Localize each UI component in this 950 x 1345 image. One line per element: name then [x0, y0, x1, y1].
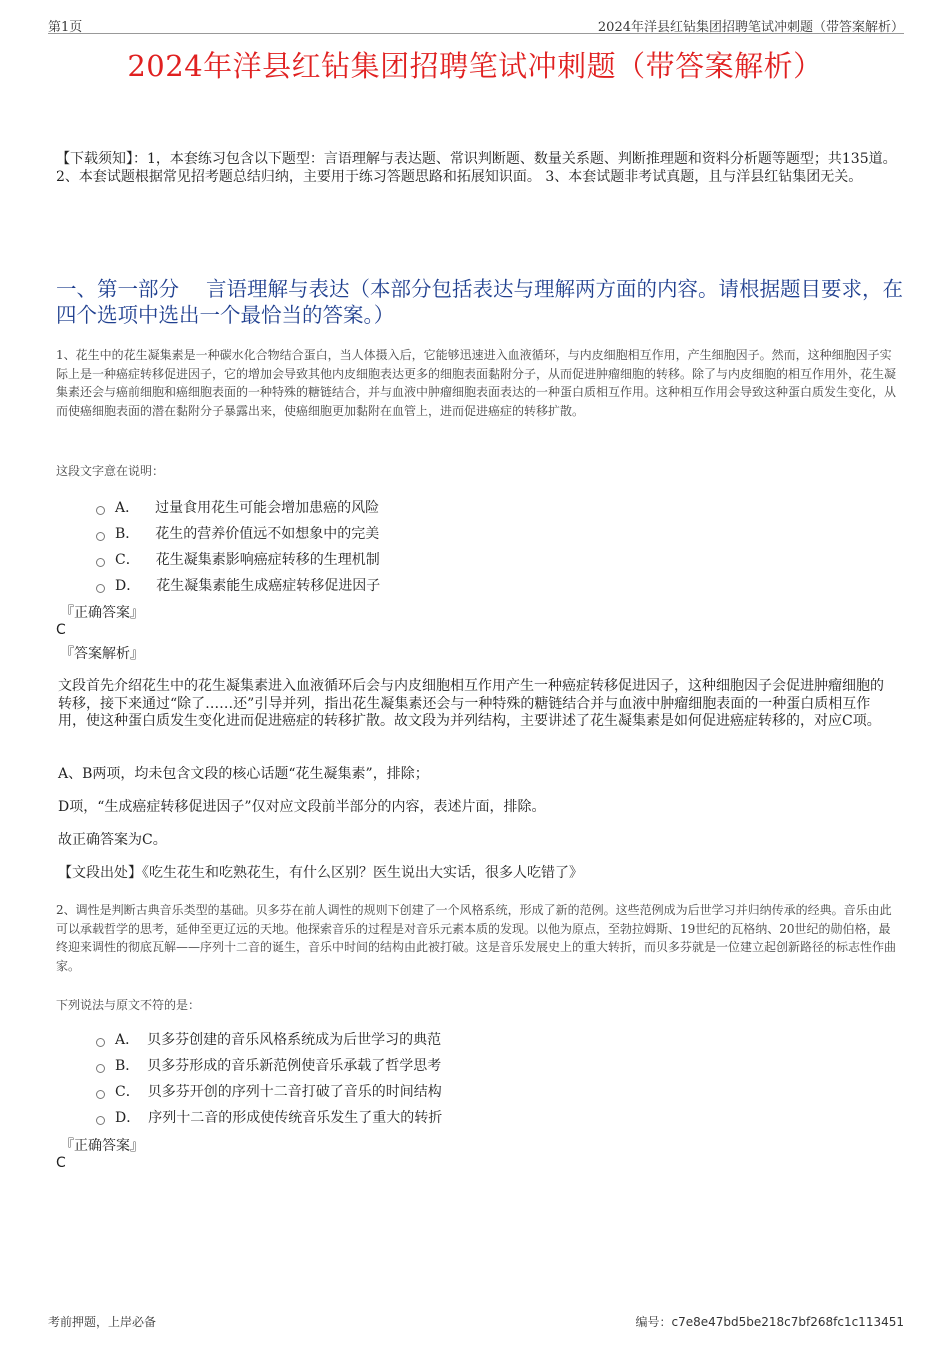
q1-source: 【文段出处】《吃生花生和吃熟花生，有什么区别？医生说出大实话，很多人吃错了》	[58, 865, 583, 881]
q2-option-d[interactable]: D． 序列十二音的形成使传统音乐发生了重大的转折	[96, 1104, 442, 1130]
radio-icon[interactable]	[96, 506, 105, 515]
radio-icon[interactable]	[96, 1090, 105, 1099]
q1-option-d[interactable]: D． 花生凝集素能生成癌症转移促进因子	[96, 572, 380, 598]
section-title: 一、第一部分 言语理解与表达（本部分包括表达与理解两方面的内容。请根据题目要求，在四个选项中选出一个最恰当的答案。）	[56, 277, 904, 327]
q1-option-a[interactable]: A． 过量食用花生可能会增加患癌的风险	[96, 494, 380, 520]
q1-analysis-ab: A、B两项，均未包含文段的核心话题“花生凝集素”，排除；	[58, 766, 429, 782]
q2-stem: 2、调性是判断古典音乐类型的基础。贝多芬在前人调性的规则下创建了一个风格系统，形成了新的范例。这些范例成为后世学习并归纳传承的经典。音乐由此可以承载哲学的思考，延伸至更辽远的天地。他探索音乐的过程是对音乐元素本质的发现。以他为原点，至勃拉姆斯、19世纪的瓦格纳、20世纪的勋伯格，最终迎来调性的彻底瓦解——序列十二音的诞生，音乐中时间的结构由此被打破。这是音乐发展史上的重大转折，而贝多芬就是一位建立起创新路径的标志性作曲家。	[56, 903, 897, 973]
q1-analysis-d: D项，“生成癌症转移促进因子”仅对应文段前半部分的内容，表述片面，排除。	[58, 799, 546, 815]
radio-icon[interactable]	[96, 1116, 105, 1125]
q1-answer: C	[56, 622, 66, 638]
q1-analysis-conclusion: 故正确答案为C。	[58, 832, 167, 848]
q2-options	[96, 1026, 442, 1130]
q2-answer: C	[56, 1155, 66, 1171]
q1-option-c[interactable]: C． 花生凝集素影响癌症转移的生理机制	[96, 546, 380, 572]
q1-analysis-label: 『答案解析』	[60, 646, 144, 662]
q2-answer-label: 『正确答案』	[60, 1138, 144, 1154]
footer-code: 编号：c7e8e47bd5be218c7bf268fc1c113451	[635, 1315, 904, 1329]
q1-option-b[interactable]: B． 花生的营养价值远不如想象中的完美	[96, 520, 380, 546]
q2-prompt: 下列说法与原文不符的是：	[56, 998, 201, 1012]
radio-icon[interactable]	[96, 584, 105, 593]
q1-stem: 1、花生中的花生凝集素是一种碳水化合物结合蛋白，当人体摄入后，它能够迅速进入血液循环，与内皮细胞相互作用，产生细胞因子。然而，这种细胞因子实际上是一种癌症转移促进因子，它的增加会导致其他内皮细胞表达更多的细胞表面黏附分子，从而促进肿瘤细胞的转移。除了与内皮细胞的相互作用外，花生凝集素还会与癌前细胞和癌细胞表面的一种特殊的糖链结合，并与血液中肿瘤细胞表面表达的一种蛋白质相互作用。这种相互作用会导致这种蛋白质发生变化，从而使癌细胞表面的潜在黏附分子暴露出来，使癌细胞更加黏附在血管上，进而促进癌症的转移扩散。	[56, 348, 897, 418]
header-doc-title: 2024年洋县红钻集团招聘笔试冲刺题（带答案解析）	[597, 20, 904, 35]
download-notice: 【下载须知】：1，本套练习包含以下题型：言语理解与表达题、常识判断题、数量关系题、判断推理题和资料分析题等题型；共135道。 2、本套试题根据常见招考题总结归纳，主要用于练习答题思路和拓展知识面。 3、本套试题非考试真题，且与洋县红钻集团无关。	[56, 151, 897, 185]
q1-analysis-main: 文段首先介绍花生中的花生凝集素进入血液循环后会与内皮细胞相互作用产生一种癌症转移促进因子，这种细胞因子会促进肿瘤细胞的转移，接下来通过“除了……还”引导并列，指出花生凝集素还会与一种特殊的糖链结合并与血液中肿瘤细胞表面的一种蛋白质相互作用，使这种蛋白质发生变化进而促进癌症的转移扩散。故文段为并列结构，主要讲述了花生凝集素是如何促进癌症转移的，对应C项。	[58, 678, 884, 729]
q1-prompt: 这段文字意在说明：	[56, 464, 165, 478]
q1-answer-label: 『正确答案』	[60, 605, 144, 621]
page-header	[48, 14, 904, 34]
q2-option-a[interactable]: A． 贝多芬创建的音乐风格系统成为后世学习的典范	[96, 1026, 442, 1052]
page-title: 2024年洋县红钻集团招聘笔试冲刺题（带答案解析）	[127, 49, 823, 83]
q2-option-c[interactable]: C． 贝多芬开创的序列十二音打破了音乐的时间结构	[96, 1078, 442, 1104]
page-number: 第1页	[48, 20, 83, 35]
radio-icon[interactable]	[96, 532, 105, 541]
radio-icon[interactable]	[96, 1038, 105, 1047]
radio-icon[interactable]	[96, 558, 105, 567]
radio-icon[interactable]	[96, 1064, 105, 1073]
q1-options	[96, 494, 380, 598]
q2-option-b[interactable]: B． 贝多芬形成的音乐新范例使音乐承载了哲学思考	[96, 1052, 442, 1078]
footer-slogan: 考前押题，上岸必备	[48, 1315, 157, 1329]
